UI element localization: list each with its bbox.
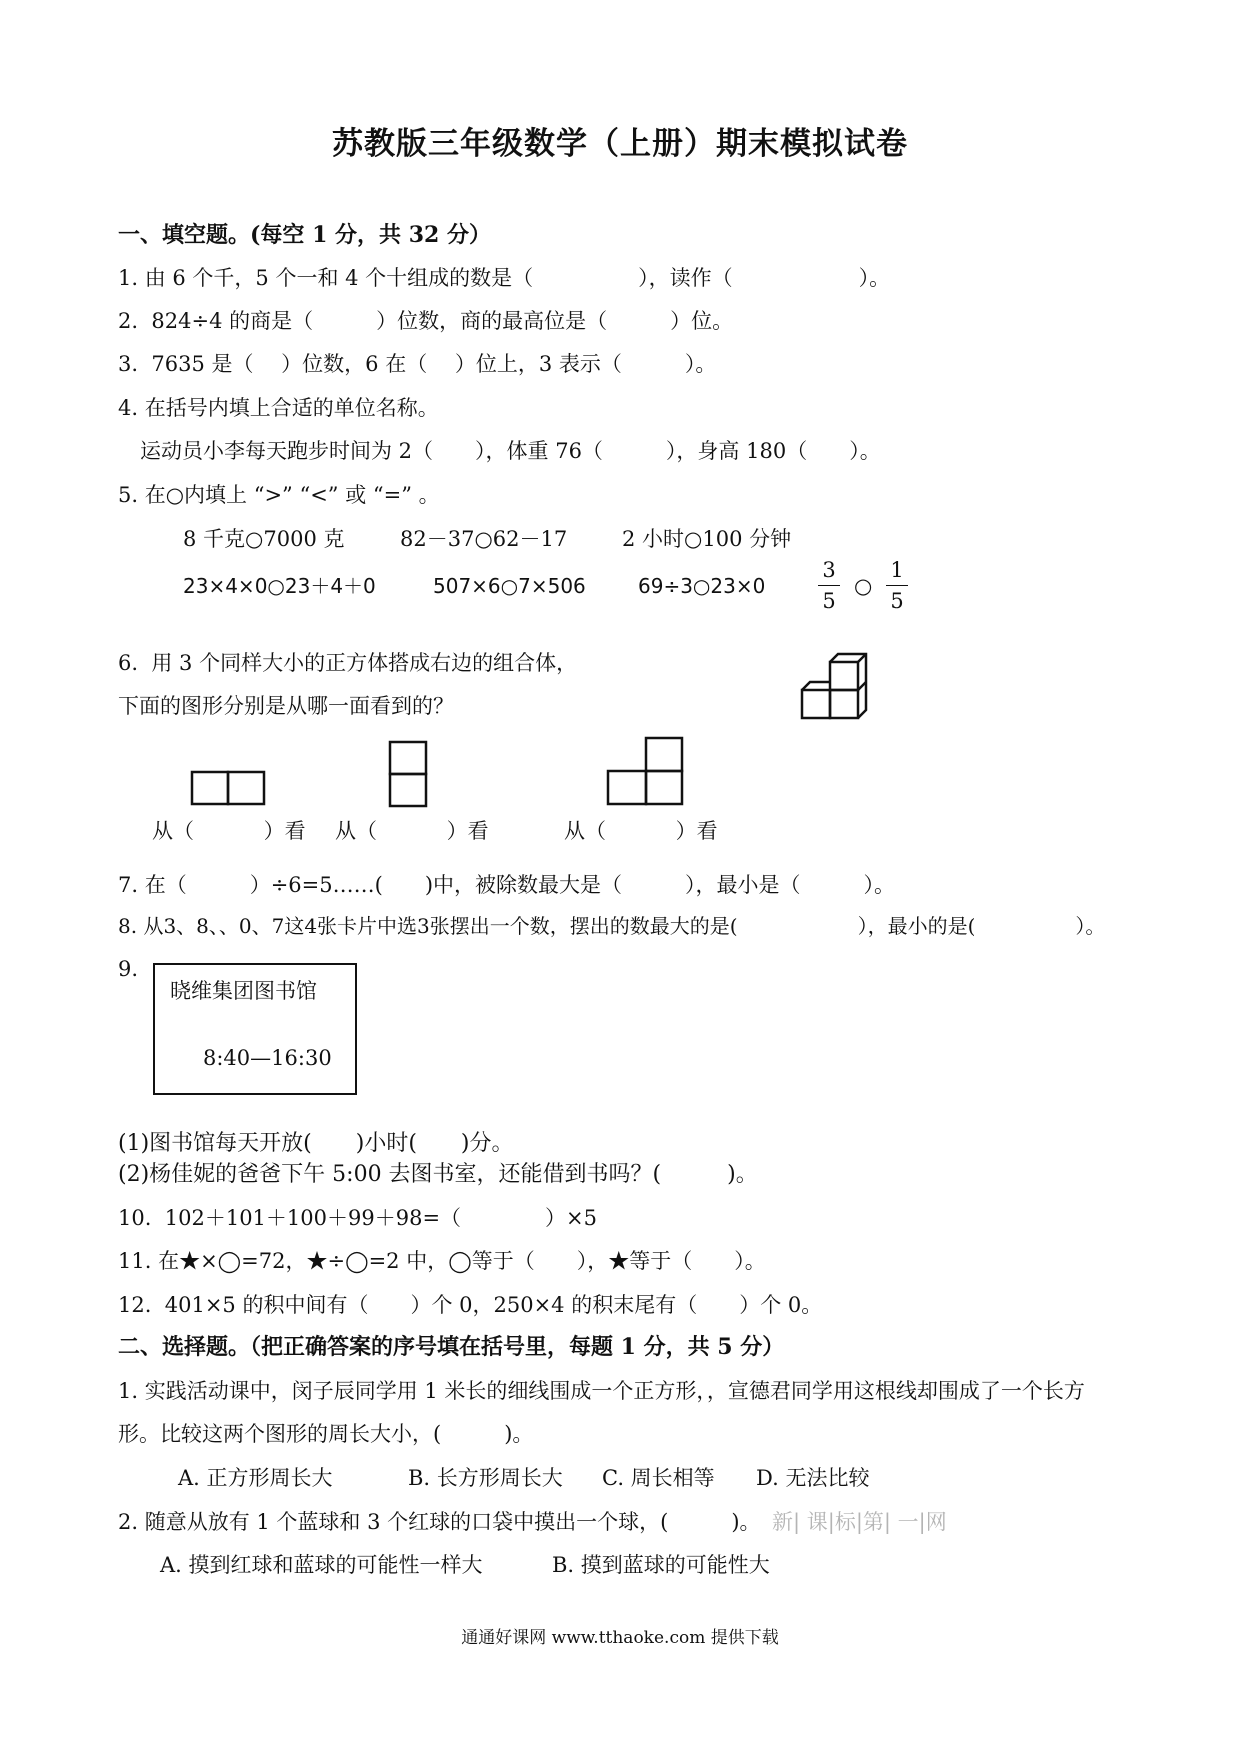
- section-2-heading: 二、选择题。（把正确答案的序号填在括号里，每题 1 分，共 5 分）: [118, 1334, 785, 1360]
- option-b: B. 摸到蓝球的可能性大: [552, 1553, 770, 1577]
- library-hours: 8:40—16:30: [203, 1046, 332, 1070]
- question-1-7: 7. 在（ ）÷6=5……( )中，被除数最大是（ ），最小是（ ）。: [118, 873, 896, 897]
- question-2-2: 2. 随意从放有 1 个蓝球和 3 个红球的口袋中摸出一个球，( )。: [118, 1510, 761, 1534]
- section-1-heading: 一、填空题。(每空 1 分，共 32 分）: [118, 222, 491, 248]
- question-1-6-line2: 下面的图形分别是从哪一面看到的？: [118, 694, 454, 718]
- compare-circle: ○: [854, 574, 873, 598]
- question-1-4: 4. 在括号内填上合适的单位名称。: [118, 396, 439, 420]
- question-1-4-sub: 运动员小李每天跑步时间为 2（ ），体重 76（ ），身高 180（ ）。: [140, 439, 881, 463]
- watermark-text: 新| 课|标|第| 一|网: [772, 1510, 947, 1534]
- question-1-8: 8. 从3、8、、0、7这4张卡片中选3张摆出一个数，摆出的数最大的是( ），最小的是( ）。: [118, 914, 1106, 938]
- question-1-9-number: 9.: [118, 957, 139, 981]
- question-1-9-a: (1)图书馆每天开放( )小时( )分。: [118, 1131, 514, 1156]
- option-b: B. 长方形周长大: [408, 1466, 563, 1490]
- compare-item: 23×4×0○23＋4＋0: [183, 574, 376, 598]
- option-c: C. 周长相等: [602, 1466, 715, 1490]
- library-name: 晓维集团图书馆: [170, 979, 317, 1003]
- cube-stack-figure: [800, 660, 880, 722]
- question-2-1-line1: 1. 实践活动课中，闵子辰同学用 1 米长的细线围成一个正方形，，宣德君同学用这根线却围成了一个长方: [118, 1379, 1085, 1403]
- fraction-left: [818, 558, 840, 613]
- fraction-denominator: 5: [822, 589, 836, 613]
- question-2-1-line2: 形。比较这两个图形的周长大小，( )。: [118, 1422, 534, 1446]
- view-two-squares-horizontal: [190, 770, 268, 806]
- question-1-3: 3. 7635 是（ ）位数，6 在（ ）位上，3 表示（ ）。: [118, 352, 717, 376]
- compare-item: 507×6○7×506: [433, 574, 586, 598]
- view-two-squares-vertical: [388, 740, 430, 810]
- fraction-denominator: 5: [890, 589, 904, 613]
- fraction-right: [886, 558, 908, 613]
- question-1-11: 11. 在★×◯=72，★÷◯=2 中，◯等于（ ），★等于（ ）。: [118, 1249, 766, 1273]
- view-three-squares-l: [606, 736, 686, 808]
- fraction-numerator: 3: [822, 558, 836, 582]
- option-a: A. 摸到红球和蓝球的可能性一样大: [160, 1553, 483, 1577]
- compare-item: 82－37○62－17: [400, 527, 568, 551]
- question-1-9-b: (2)杨佳妮的爸爸下午 5:00 去图书室，还能借到书吗？( )。: [118, 1162, 758, 1187]
- view-answer-1: 从（ ）看: [152, 819, 306, 843]
- question-1-12: 12. 401×5 的积中间有（ ）个 0，250×4 的积末尾有（ ）个 0。: [118, 1293, 823, 1317]
- footer-source: 通通好课网 www.tthaoke.com 提供下载: [461, 1628, 779, 1648]
- page-title: 苏教版三年级数学（上册）期末模拟试卷: [332, 126, 908, 162]
- question-1-10: 10. 102＋101＋100＋99＋98=（ ）×5: [118, 1206, 597, 1230]
- option-a: A. 正方形周长大: [178, 1466, 333, 1490]
- view-answer-3: 从（ ）看: [564, 819, 718, 843]
- view-answer-2: 从（ ）看: [335, 819, 489, 843]
- option-d: D. 无法比较: [756, 1466, 870, 1490]
- question-1-5: 5. 在○内填上 “>” “<” 或 “=” 。: [118, 483, 440, 507]
- fraction-numerator: 1: [890, 558, 904, 582]
- compare-item: 2 小时○100 分钟: [622, 527, 792, 551]
- question-1-6-line1: 6. 用 3 个同样大小的正方体搭成右边的组合体，: [118, 651, 578, 675]
- question-1-2: 2. 824÷4 的商是（ ）位数，商的最高位是（ ）位。: [118, 309, 734, 333]
- compare-item: 8 千克○7000 克: [183, 527, 345, 551]
- question-1-1: 1. 由 6 个千，5 个一和 4 个十组成的数是（ ），读作（ ）。: [118, 266, 891, 290]
- compare-item: 69÷3○23×0: [638, 574, 766, 598]
